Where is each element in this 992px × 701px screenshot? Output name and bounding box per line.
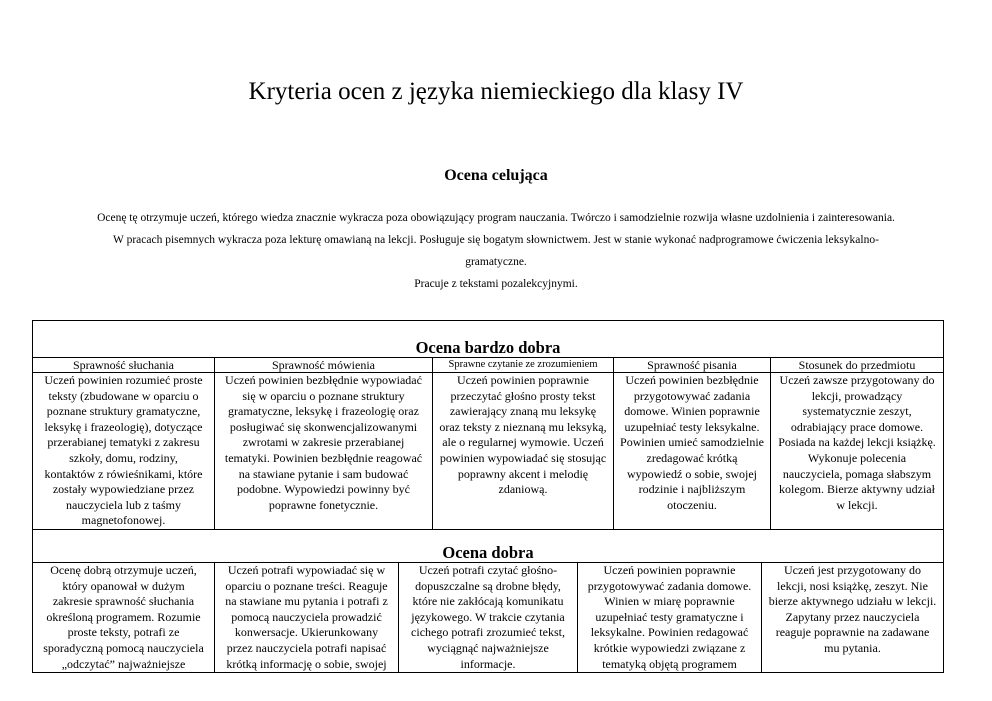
- cell-line: reaguje poprawnie na zadawane: [775, 625, 930, 640]
- column-header-attitude: Stosunek do przedmiotu: [770, 358, 943, 372]
- cell-line: lekcji, prowadzący: [811, 388, 903, 403]
- cell-line: sporadyczną pomocą nauczyciela: [43, 640, 204, 655]
- cell-line: poprawny akcent i melodię: [457, 466, 589, 481]
- skills-header-row: [33, 357, 943, 372]
- cell-line: Posiada na każdej lekcji książkę.: [778, 435, 936, 450]
- bardzo-dobra-heading: Ocena bardzo dobra: [415, 338, 561, 357]
- cell-line: zostały wypowiedziane przez: [52, 482, 195, 497]
- cell-line: otoczeniu.: [667, 497, 717, 512]
- cell-line: się w oparciu o poznane struktury: [242, 388, 405, 403]
- celujaca-line: W pracach pisemnych wykracza poza lekturę omawianą na lekcji. Posługuje się bogatym słownictwem. Jest w stanie wykonać nadprogramowe ćwiczenia leksykalno-: [113, 234, 879, 246]
- celujaca-description: [30, 207, 962, 295]
- cell-line: określoną programem. Rozumie: [46, 609, 201, 624]
- cell-line: magnetofonowej.: [81, 513, 166, 528]
- celujaca-line: Ocenę tę otrzymuje uczeń, którego wiedza znacznie wykracza poza obowiązujący program nauczania. Twórczo i samodzielnie rozwija własne uzdolnienia i zainteresowania.: [97, 212, 895, 224]
- cell-line: bierze aktywnego udziału w lekcji.: [768, 594, 937, 609]
- cell-line: Powinien umieć samodzielnie: [620, 435, 764, 450]
- cell-line: kontaktów z rówieśnikami, które: [44, 466, 203, 481]
- cell-line: konwersacje. Ukierunkowany: [234, 625, 379, 640]
- dobra-listening-cell: [33, 563, 214, 672]
- grading-table: [32, 320, 944, 673]
- cell-line: Zapytany przez nauczyciela: [785, 609, 920, 624]
- cell-line: na stawiane pytanie i sam budować: [238, 466, 409, 481]
- cell-line: oraz teksty z nieznaną mu leksyką,: [439, 419, 607, 434]
- cell-line: tematyki. Powinien bezbłędnie reagować: [224, 450, 423, 465]
- cell-line: uzupełniać testy leksykalne.: [624, 419, 760, 434]
- bardzo-dobra-writing-cell: [613, 373, 770, 529]
- dobra-speaking-cell: [214, 563, 398, 672]
- cell-line: Winien w miarę poprawnie: [604, 594, 735, 609]
- celujaca-heading: Ocena celująca: [444, 167, 548, 184]
- cell-line: systematycznie zeszyt,: [802, 404, 912, 419]
- cell-line: zawierający znaną mu leksykę: [449, 404, 597, 419]
- cell-line: Uczeń powinien rozumieć proste: [44, 373, 203, 387]
- dobra-heading: Ocena dobra: [442, 542, 534, 562]
- cell-line: krótkie wypowiedzi związane z: [593, 640, 746, 655]
- cell-line: lekcji, nosi książkę, zeszyt. Nie: [777, 578, 928, 593]
- cell-line: Uczeń zawsze przygotowany do: [779, 373, 935, 387]
- cell-line: Uczeń powinien bezbłędnie: [625, 373, 759, 387]
- celujaca-line: gramatyczne.: [465, 256, 527, 268]
- cell-line: Uczeń potrafi wypowiadać się w: [227, 562, 386, 577]
- cell-line: kolegom. Bierze aktywny udział: [779, 482, 935, 497]
- column-header-reading: Sprawne czytanie ze zrozumieniem: [432, 358, 613, 372]
- cell-line: zakresie sprawność słuchania: [52, 594, 195, 609]
- cell-line: nauczyciela lub z taśmy: [66, 497, 181, 512]
- cell-line: zdaniową.: [498, 482, 548, 497]
- cell-line: uzupełniać testy gramatyczne i: [595, 609, 744, 624]
- cell-line: podobne. Wypowiedzi powinny być: [236, 482, 411, 497]
- cell-line: gramatyczne, leksykę i frazeologię oraz: [228, 404, 419, 419]
- cell-line: przygotowywać zadania: [633, 388, 751, 403]
- cell-line: domowe. Winien poprawnie: [624, 404, 760, 419]
- cell-line: pomocą nauczyciela prowadzić: [231, 609, 382, 624]
- cell-line: cichego potrafi zrozumieć tekst,: [411, 625, 565, 640]
- cell-line: zwrotami w zakresie przerabianej: [242, 435, 405, 450]
- column-header-writing: Sprawność pisania: [613, 358, 770, 372]
- cell-line: leksykę i frazeologię), dotyczące: [44, 419, 203, 434]
- page-title: Kryteria ocen z języka niemieckiego dla klasy IV: [248, 78, 744, 105]
- cell-line: poprawne fonetycznie.: [268, 497, 379, 512]
- column-header-speaking: Sprawność mówienia: [214, 358, 432, 372]
- cell-line: Ocenę dobrą otrzymuje uczeń,: [50, 562, 197, 577]
- cell-line: które nie zakłócają komunikatu: [412, 594, 564, 609]
- bardzo-dobra-attitude-cell: [770, 373, 943, 529]
- bardzo-dobra-listening-cell: [33, 373, 214, 529]
- cell-line: „odczytać” najważniejsze: [61, 656, 186, 671]
- bardzo-dobra-speaking-cell: [214, 373, 432, 529]
- cell-line: Wykonuje polecenia: [807, 450, 907, 465]
- cell-line: Uczeń potrafi czytać głośno-: [418, 562, 558, 577]
- cell-line: powinien wypowiadać się stosując: [439, 450, 607, 465]
- cell-line: szkoły, domu, rodziny,: [69, 450, 178, 465]
- cell-line: ale o regularnej wymowie. Uczeń: [442, 435, 604, 450]
- cell-line: rodzinie i najbliższym: [638, 482, 746, 497]
- cell-line: przez nauczyciela potrafi napisać: [226, 640, 387, 655]
- cell-line: poznane struktury gramatyczne,: [46, 404, 201, 419]
- cell-line: wypowiedź o sobie, swojej: [627, 466, 757, 481]
- cell-line: przerabianej tematyki z zakresu: [47, 435, 200, 450]
- dobra-content-row: [33, 562, 943, 672]
- cell-line: Uczeń powinien poprawnie: [457, 373, 589, 387]
- column-header-listening: Sprawność słuchania: [73, 358, 174, 372]
- cell-line: teksty (zbudowane w oparciu o: [48, 388, 199, 403]
- dobra-writing-cell: [577, 563, 761, 672]
- bardzo-dobra-content-row: [33, 372, 943, 529]
- cell-line: tematyką objętą programem: [602, 656, 737, 671]
- dobra-reading-cell: [398, 563, 577, 672]
- cell-line: przeczytać głośno prosty tekst: [450, 388, 596, 403]
- cell-line: Uczeń powinien poprawnie: [603, 562, 736, 577]
- celujaca-line: Pracuje z tekstami pozalekcyjnymi.: [414, 278, 578, 290]
- bardzo-dobra-reading-cell: [432, 373, 613, 529]
- cell-line: oparciu o poznane treści. Reaguje: [225, 578, 388, 593]
- cell-line: na stawiane mu pytania i potrafi z: [225, 594, 388, 609]
- cell-line: odrabiający prace domowe.: [790, 419, 924, 434]
- cell-line: informacje.: [460, 656, 516, 671]
- cell-line: dopuszczalne są drobne błędy,: [415, 578, 561, 593]
- cell-line: Uczeń powinien bezbłędnie wypowiadać: [225, 373, 422, 387]
- cell-line: wyciągnąć najważniejsze: [427, 640, 549, 655]
- cell-line: krótką informację o sobie, swojej: [226, 656, 387, 671]
- cell-line: który opanował w dużym: [62, 578, 185, 593]
- cell-line: językowego. W trakcie czytania: [411, 609, 565, 624]
- cell-line: przygotowywać zadania domowe.: [587, 578, 752, 593]
- cell-line: mu pytania.: [824, 640, 881, 655]
- dobra-attitude-cell: [761, 563, 943, 672]
- cell-line: nauczyciela, pomaga słabszym: [782, 466, 932, 481]
- cell-line: w lekcji.: [836, 497, 878, 512]
- cell-line: Uczeń jest przygotowany do: [784, 562, 921, 577]
- cell-line: zredagować krótką: [646, 450, 738, 465]
- cell-line: leksykalne. Powinien redagować: [590, 625, 749, 640]
- cell-line: proste teksty, potrafi ze: [67, 625, 180, 640]
- cell-line: posługiwać się skonwencjalizowanymi: [229, 419, 418, 434]
